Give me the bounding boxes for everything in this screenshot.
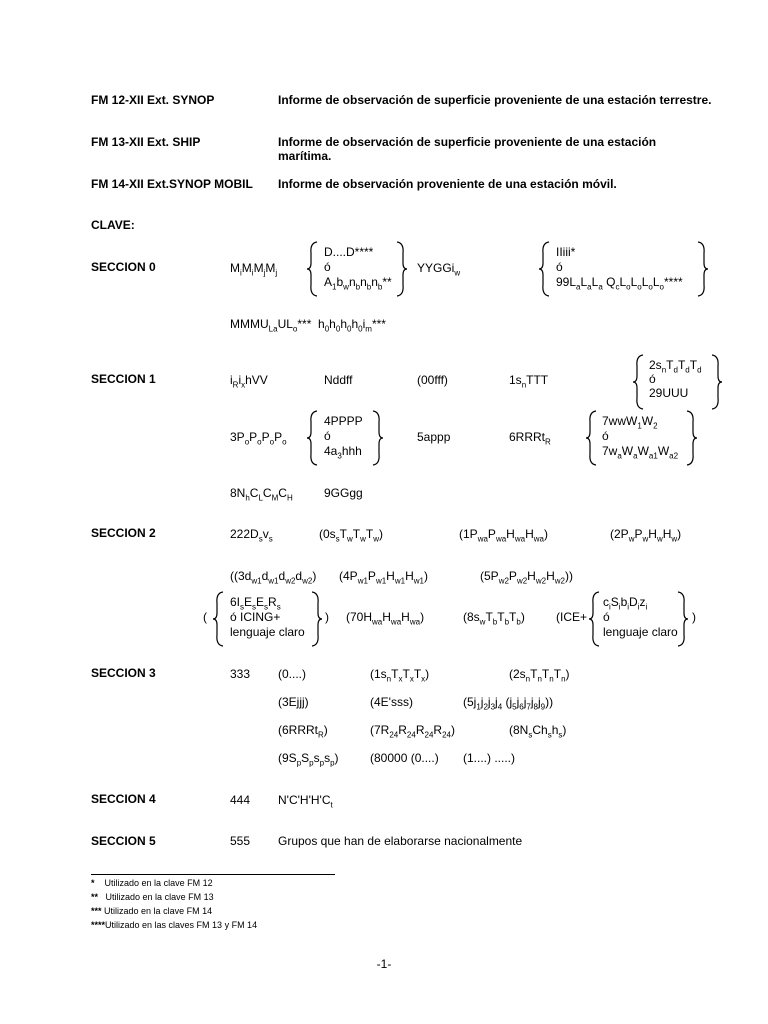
s1-fff: (00fff)	[417, 373, 448, 387]
s5-num: 555	[230, 834, 251, 848]
s2-ci-brace-open	[588, 591, 600, 647]
s1-td-brace-close	[711, 354, 723, 410]
s2-pw1: $(4P_{w1}P_{w1}H_{w1}H_{w1})$	[339, 569, 428, 586]
s2-hwa: $(70H_{wa}H_{wa}H_{wa})$	[346, 610, 425, 627]
s1-appp: 5appp	[417, 430, 451, 444]
s0-left-brace-close	[396, 241, 408, 297]
s1-nh: $8N_hC_LC_MC_H$	[230, 486, 293, 503]
s1-irix: $i_Ri_xhVV$	[230, 373, 268, 390]
s2-ci-line1: $c_iS_ib_iD_iz_i$	[603, 595, 648, 612]
s0-brace1-line3: $A_1b_wn_bn_bn_b**$	[324, 275, 392, 292]
footnote-4: ****Utilizado en las claves FM 13 y FM 14	[91, 920, 258, 930]
s3-tx: $(1s_nT_xT_xT_x)$	[370, 667, 430, 684]
s0-brace1-line2: ó	[324, 260, 331, 274]
s0-right-brace-open	[538, 241, 550, 297]
s2-is-brace-open	[212, 591, 224, 647]
s1-p-line1: 4PPPP	[324, 414, 363, 428]
s2-is-brace-close	[311, 591, 323, 647]
header-code-fm14: FM 14-XII Ext.SYNOP MOBIL	[91, 177, 253, 191]
s1-gggg: 9GGgg	[324, 486, 363, 500]
s1-ttt: $1s_nTTT$	[509, 373, 549, 390]
s2-close-paren: )	[325, 610, 329, 624]
s0-brace2-line3: $99L_aL_aL_a$ $Q_cL_oL_oL_oL_o****$	[556, 275, 683, 292]
s3-jjj: ($5j_1j_2j_3j_4$ $(j_5j_6j_7j_8j_9)$)	[463, 695, 554, 712]
header-desc-fm14: Informe de observación proveniente de una estación móvil.	[278, 177, 617, 191]
s1-p-brace-close	[372, 410, 384, 466]
s2-is-line2: ó ICING+	[230, 610, 281, 624]
s3-sp: $(9S_pS_ps_ps_p)$	[278, 751, 339, 768]
s1-p-line2: ó	[324, 429, 331, 443]
s5-text: Grupos que han de elaborarse nacionalmente	[278, 834, 523, 848]
section2-label: SECCION 2	[91, 526, 156, 540]
s3-r24: $(7R_{24}R_{24}R_{24}R_{24})$	[370, 723, 455, 740]
s2-ci-line2: ó	[603, 610, 610, 624]
s4-num: 444	[230, 793, 251, 807]
s2-is-line3: lenguaje claro	[230, 625, 305, 639]
header-code-fm13: FM 13-XII Ext. SHIP	[91, 135, 201, 149]
s1-td-line3: 29UUU	[649, 386, 689, 400]
s2-ice: (ICE+	[556, 610, 588, 624]
s2-is-line1: $6I_sE_sE_sR_s$	[230, 595, 281, 612]
page-number: -1-	[376, 957, 392, 971]
section3-label: SECCION 3	[91, 666, 156, 680]
s0-brace1-line1: D....D****	[324, 245, 374, 259]
s0-mimi: $M_iM_iM_jM_j$	[230, 261, 278, 278]
s1-nddff: Nddff	[324, 373, 353, 387]
s1-td-line1: $2s_nT_dT_dT_d$	[649, 358, 702, 375]
s1-ww-brace-open	[585, 410, 597, 466]
header-code-fm12: FM 12-XII Ext. SYNOP	[91, 93, 215, 107]
s2-open-paren: (	[203, 610, 207, 624]
s2-ci-line3: lenguaje claro	[603, 625, 678, 639]
section4-label: SECCION 4	[91, 792, 156, 806]
s2-ds: $222D_sv_s$	[230, 527, 273, 544]
s0-brace2-line1: IIiii*	[556, 245, 576, 259]
footnote-1: * Utilizado en la clave FM 12	[91, 878, 213, 888]
s1-ww-line2: ó	[602, 429, 609, 443]
footnote-2: ** Utilizado en la clave FM 13	[91, 892, 214, 902]
s1-rrr: 6RRRt$_R$	[509, 430, 551, 447]
s1-p-brace-open	[306, 410, 318, 466]
s2-pw2: $(5P_{w2}P_{w2}H_{w2}H_{w2})$)	[480, 569, 573, 586]
section0-label: SECCION 0	[91, 260, 156, 274]
s3-1: (1....) .....)	[463, 751, 516, 765]
s2-pw: $(2P_wP_wH_wH_w)$	[610, 527, 682, 544]
s1-ww-brace-close	[686, 410, 698, 466]
s1-p-line3: $4a_3hhh$	[324, 444, 362, 461]
s2-pwa: $(1P_{wa}P_{wa}H_{wa}H_{wa})$	[459, 527, 548, 544]
s1-td-brace-open	[632, 354, 644, 410]
s3-nsch: $(8N_sCh_sh_s)$	[509, 723, 567, 740]
footnote-3: *** Utilizado en la clave FM 14	[91, 906, 213, 916]
section5-label: SECCION 5	[91, 834, 156, 848]
s3-rrr: (6RRRt$_R$)	[278, 723, 328, 740]
s2-close-paren2: )	[692, 610, 696, 624]
s0-line2: $MMMU_{La}UL_o***$ $h_0h_0h_0h_0i_m***$	[230, 317, 386, 334]
clave-label: CLAVE:	[91, 218, 135, 232]
s2-dw: ($(3d_{w1}d_{w1}d_{w2}d_{w2})$	[230, 569, 317, 586]
footnote-rule	[91, 874, 335, 875]
s1-td-line2: ó	[649, 372, 656, 386]
s3-333: 333	[230, 667, 251, 681]
s3-esss: (4E'sss)	[370, 695, 413, 709]
s1-ww-line1: $7wwW_1W_2$	[602, 414, 658, 431]
s3-0: (0....)	[278, 667, 307, 681]
header-desc-fm12: Informe de observación de superficie proveniente de una estación terrestre.	[278, 93, 712, 107]
s3-ejjj: (3Ejjj)	[278, 695, 309, 709]
s2-ci-brace-close	[677, 591, 689, 647]
s4-text: $N'C'H'H'C_t$	[278, 793, 333, 810]
s0-yygg: YYGGi$_w$	[417, 261, 461, 278]
s1-ww-line3: $7w_aW_aW_{a1}W_{a2}$	[602, 444, 679, 461]
s0-brace2-line2: ó	[556, 260, 563, 274]
s2-sw: $(8s_wT_bT_bT_b)$	[463, 610, 525, 627]
section1-label: SECCION 1	[91, 372, 156, 386]
s3-80000: (80000 (0....)	[370, 751, 439, 765]
s1-p0: $3P_oP_oP_oP_o$	[230, 430, 287, 447]
s0-left-brace-open	[306, 241, 318, 297]
header-desc-fm13: Informe de observación de superficie proveniente de una estación marítima.	[278, 135, 657, 163]
s0-right-brace-close	[697, 241, 709, 297]
s3-tn: $(2s_nT_nT_nT_n)$	[509, 667, 570, 684]
s2-ss: $(0s_sT_wT_wT_w)$	[319, 527, 384, 544]
